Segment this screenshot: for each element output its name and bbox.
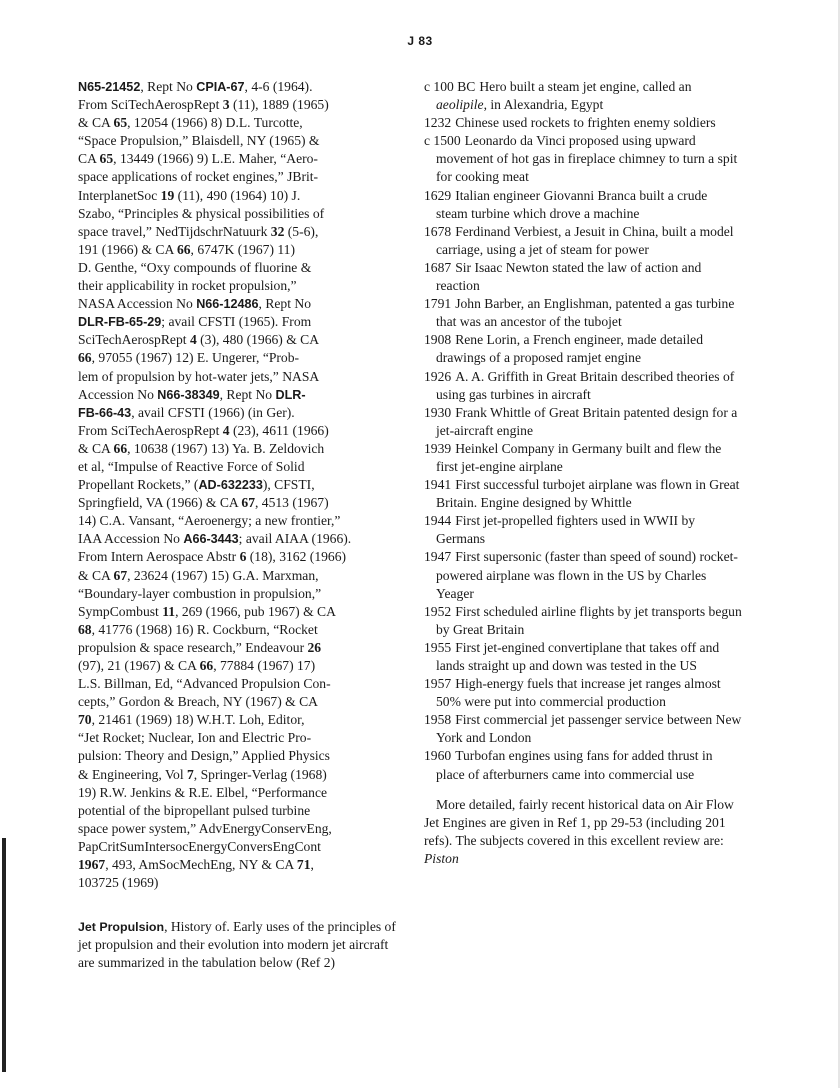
- reference-line: (97), 21 (1967) & CA 66, 77884 (1967) 17): [78, 658, 316, 673]
- chronology-entry: [424, 78, 742, 114]
- reference-line: Szabo, “Principles & physical possibilities of: [78, 205, 325, 221]
- section-body: , History of. Early uses of the principles of jet propulsion and their evolution into modern jet aircraft are summarized in the tabulation below (Ref 2): [78, 919, 396, 971]
- chronology-entry: [424, 259, 742, 295]
- reference-line: space travel,” NedTijdschrNatuurk 32 (5-6),: [78, 223, 319, 239]
- chronology-text: High-energy fuels that increase jet ranges almost 50% were put into commercial production: [436, 676, 721, 710]
- chronology-text: A. A. Griffith in Great Britain described theories of using gas turbines in aircraft: [436, 368, 735, 402]
- right-column: [424, 78, 742, 882]
- chronology-year: 1791: [424, 296, 452, 312]
- reference-line: & CA 67, 23624 (1967) 15) G.A. Marxman,: [78, 567, 319, 583]
- reference-line: From SciTechAerospRept 3 (11), 1889 (1965): [78, 97, 329, 113]
- chronology-text: John Barber, an Englishman, patented a gas turbine that was an ancestor of the tubojet: [436, 296, 735, 330]
- reference-line: CA 65, 13449 (1966) 9) L.E. Maher, “Aero-: [78, 151, 318, 167]
- reference-line: 14) C.A. Vansant, “Aeroenergy; a new frontier,”: [78, 513, 341, 529]
- chronology-year: 1939: [424, 440, 452, 456]
- chronology-entry: [424, 440, 742, 476]
- chronology-text: Heinkel Company in Germany built and flew the first jet-engine airplane: [436, 440, 722, 474]
- chronology-text: Frank Whittle of Great Britain patented design for a jet-aircraft engine: [436, 404, 738, 438]
- reference-line: N65-21452, Rept No CPIA-67, 4-6 (1964).: [78, 79, 313, 94]
- chronology-year: 1629: [424, 187, 452, 203]
- reference-line: From Intern Aerospace Abstr 6 (18), 3162 (1966): [78, 549, 347, 565]
- reference-line: 68, 41776 (1968) 16) R. Cockburn, “Rocket: [78, 621, 318, 637]
- chronology-entry: [424, 512, 742, 548]
- chronology-entry: [424, 711, 742, 747]
- page-header: J 83: [407, 34, 433, 48]
- reference-line: propulsion & space research,” Endeavour 26: [78, 639, 322, 655]
- chronology-year: c 100 BC: [424, 79, 476, 94]
- chronology-text: Rene Lorin, a French engineer, made detailed drawings of a proposed ramjet engine: [436, 332, 704, 366]
- reference-line: pulsion: Theory and Design,” Applied Physics: [78, 748, 330, 764]
- reference-line: L.S. Billman, Ed, “Advanced Propulsion Con-: [78, 676, 331, 692]
- chronology-year: 1678: [424, 223, 452, 239]
- chronology-year: 1955: [424, 639, 452, 655]
- chronology-year: 1926: [424, 368, 452, 384]
- chronology-text: First jet-propelled fighters used in WWII by Germans: [436, 513, 696, 547]
- chronology-entry: [424, 132, 742, 186]
- chronology-year: 1952: [424, 603, 452, 619]
- chronology-entry: [424, 331, 742, 367]
- chronology-text: Italian engineer Giovanni Branca built a crude steam turbine which drove a machine: [436, 187, 708, 221]
- reference-line: “Jet Rocket; Nuclear, Ion and Electric Pro-: [78, 730, 312, 746]
- chronology-entry: [424, 603, 742, 639]
- chronology-entry: [424, 476, 742, 512]
- reference-line: 66, 97055 (1967) 12) E. Ungerer, “Prob-: [78, 350, 300, 366]
- reference-line: potential of the bipropellant pulsed turbine: [78, 802, 311, 818]
- chronology-list: [424, 78, 742, 784]
- reference-line: InterplanetSoc 19 (11), 490 (1964) 10) J.: [78, 187, 301, 203]
- reference-line: space power system,” AdvEnergyConservEng,: [78, 820, 332, 836]
- closing-paragraph: More detailed, fairly recent historical data on Air Flow Jet Engines are given in Ref 1, pp 29-53 (including 201 refs). The subjects covered in this excellent review are: Piston: [424, 796, 734, 866]
- reference-line: From SciTechAerospRept 4 (23), 4611 (1966): [78, 422, 329, 438]
- reference-line: SciTechAerospRept 4 (3), 480 (1966) & CA: [78, 332, 320, 348]
- reference-line: et al, “Impulse of Reactive Force of Solid: [78, 458, 305, 474]
- reference-line: 70, 21461 (1969) 18) W.H.T. Loh, Editor,: [78, 712, 305, 728]
- reference-list: [78, 78, 400, 892]
- chronology-entry: [424, 295, 742, 331]
- chronology-entry: [424, 747, 742, 783]
- reference-line: FB-66-43, avail CFSTI (1966) (in Ger).: [78, 404, 295, 420]
- chronology-text: Leonardo da Vinci proposed using upward movement of hot gas in fireplace chimney to turn a spit for cooking meat: [436, 133, 738, 185]
- reference-line: PapCritSumIntersocEnergyConversEngCont: [78, 838, 321, 854]
- chronology-text: First jet-engined convertiplane that takes off and lands straight up and down was tested in the US: [436, 639, 720, 673]
- reference-line: IAA Accession No A66-3443; avail AIAA (1966).: [78, 531, 352, 547]
- chronology-year: 1941: [424, 477, 452, 493]
- scan-edge-bar: [2, 838, 6, 1072]
- reference-line: their applicability in rocket propulsion,”: [78, 278, 297, 294]
- chronology-text: First supersonic (faster than speed of sound) rocket-powered airplane was flown in the US by Charles Yeager: [436, 549, 738, 601]
- chronology-year: 1232: [424, 115, 452, 131]
- reference-line: lem of propulsion by hot-water jets,” NASA: [78, 368, 320, 384]
- chronology-text: First commercial jet passenger service between New York and London: [436, 712, 742, 746]
- chronology-entry: [424, 223, 742, 259]
- chronology-text: Sir Isaac Newton stated the law of action and reaction: [436, 259, 702, 294]
- chronology-year: c 1500: [424, 133, 461, 149]
- chronology-entry: [424, 368, 742, 404]
- chronology-year: 1944: [424, 513, 452, 529]
- chronology-year: 1960: [424, 748, 452, 764]
- reference-line: Accession No N66-38349, Rept No DLR-: [78, 386, 306, 402]
- reference-line: DLR-FB-65-29; avail CFSTI (1965). From: [78, 314, 312, 330]
- chronology-entry: [424, 548, 742, 602]
- reference-line: Propellant Rockets,” (AD-632233), CFSTI,: [78, 477, 315, 493]
- reference-line: NASA Accession No N66-12486, Rept No: [78, 296, 312, 312]
- chronology-year: 1958: [424, 712, 452, 728]
- chronology-text: Chinese used rockets to frighten enemy soldiers: [455, 115, 716, 131]
- reference-line: “Space Propulsion,” Blaisdell, NY (1965) &: [78, 133, 320, 149]
- chronology-text: First successful turbojet airplane was flown in Great Britain. Engine designed by Whittle: [436, 477, 740, 511]
- chronology-entry: [424, 675, 742, 711]
- chronology-year: 1947: [424, 549, 452, 565]
- chronology-year: 1908: [424, 332, 452, 348]
- reference-line: 19) R.W. Jenkins & R.E. Elbel, “Performance: [78, 784, 328, 800]
- chronology-text: Ferdinand Verbiest, a Jesuit in China, built a model carriage, using a jet of steam for power: [436, 223, 734, 257]
- chronology-text: First scheduled airline flights by jet transports begun by Great Britain: [436, 603, 742, 637]
- chronology-entry: [424, 114, 742, 132]
- reference-line: & Engineering, Vol 7, Springer-Verlag (1968): [78, 766, 327, 782]
- reference-line: & CA 65, 12054 (1966) 8) D.L. Turcotte,: [78, 115, 303, 131]
- chronology-entry: [424, 404, 742, 440]
- chronology-text: Hero built a steam jet engine, called an aeolipile, in Alexandria, Egypt: [436, 79, 692, 113]
- reference-line: cepts,” Gordon & Breach, NY (1967) & CA: [78, 694, 318, 710]
- chronology-year: 1957: [424, 676, 452, 692]
- reference-line: Springfield, VA (1966) & CA 67, 4513 (1967): [78, 495, 329, 511]
- left-column: [78, 78, 400, 973]
- reference-line: D. Genthe, “Oxy compounds of fluorine &: [78, 259, 312, 275]
- chronology-entry: [424, 639, 742, 675]
- reference-line: space applications of rocket engines,” JBrit-: [78, 169, 319, 185]
- reference-line: SympCombust 11, 269 (1966, pub 1967) & CA: [78, 603, 336, 619]
- chronology-text: Turbofan engines using fans for added thrust in place of afterburners came into commercial use: [436, 748, 713, 782]
- chronology-year: 1930: [424, 404, 452, 420]
- chronology-year: 1687: [424, 259, 452, 275]
- section-heading: Jet Propulsion: [78, 920, 165, 935]
- jet-propulsion-section: [78, 918, 400, 972]
- reference-line: 103725 (1969): [78, 875, 159, 891]
- reference-line: & CA 66, 10638 (1967) 13) Ya. B. Zeldovich: [78, 440, 325, 456]
- reference-line: 191 (1966) & CA 66, 6747K (1967) 11): [78, 241, 295, 257]
- chronology-entry: [424, 187, 742, 223]
- reference-line: 1967, 493, AmSocMechEng, NY & CA 71,: [78, 857, 314, 873]
- reference-line: “Boundary-layer combustion in propulsion,”: [78, 585, 322, 601]
